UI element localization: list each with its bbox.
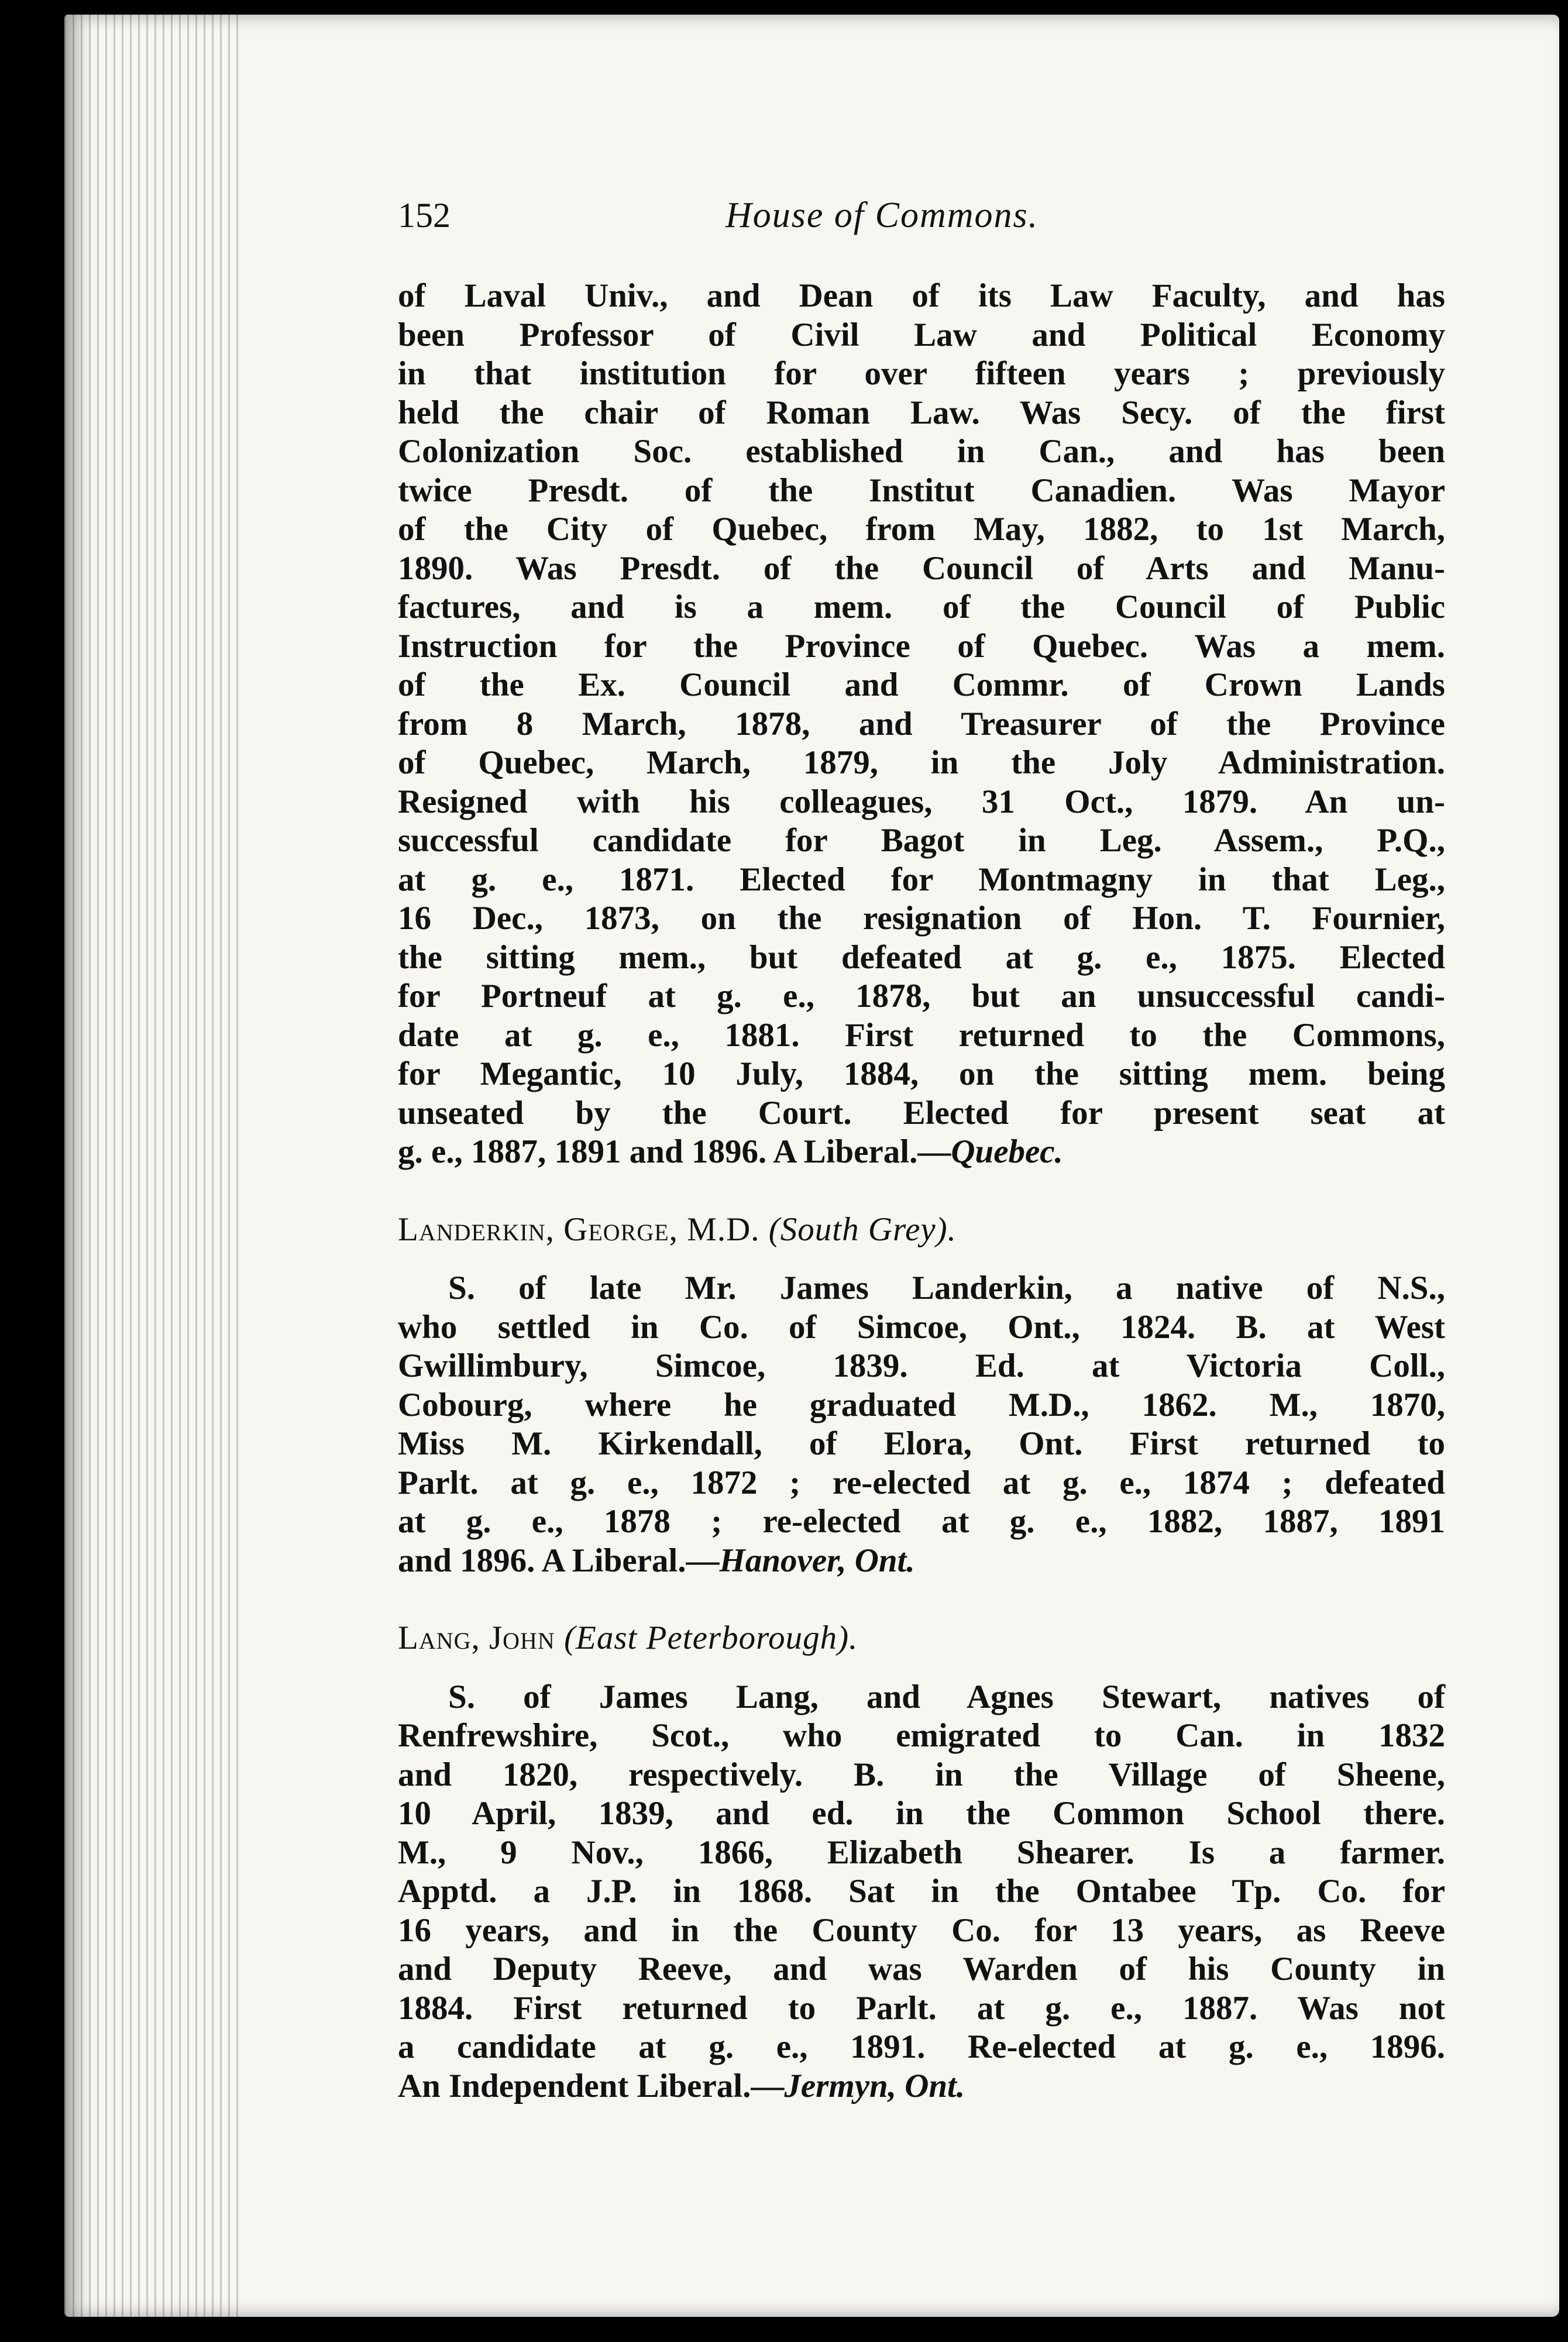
text-line: a candidate at g. e., 1891. Re-elected at g. e., 1896. bbox=[398, 2028, 1445, 2065]
text-line: at g. e., 1871. Elected for Montmagny in that Leg., bbox=[398, 861, 1445, 898]
text-line: of Laval Univ., and Dean of its Law Faculty, and has bbox=[398, 277, 1445, 314]
text-line: Miss M. Kirkendall, of Elora, Ont. First returned to bbox=[398, 1425, 1445, 1462]
text-line: of Quebec, March, 1879, in the Joly Administration. bbox=[398, 744, 1445, 781]
text-line: 16 years, and in the County Co. for 13 years, as Reeve bbox=[398, 1911, 1445, 1949]
riding: (South Grey). bbox=[768, 1210, 957, 1248]
text-line: Gwillimbury, Simcoe, 1839. Ed. at Victoria Coll., bbox=[398, 1347, 1445, 1384]
text-line: unseated by the Court. Elected for present seat at bbox=[398, 1094, 1445, 1132]
text-line: of the Ex. Council and Commr. of Crown Lands bbox=[398, 666, 1445, 703]
member-name: Landerkin, George, M.D. bbox=[398, 1210, 760, 1248]
text-line: successful candidate for Bagot in Leg. Assem., P.Q., bbox=[398, 822, 1445, 859]
text-line: the sitting mem., but defeated at g. e., 1875. Elected bbox=[398, 938, 1445, 976]
text-line: 1884. First returned to Parlt. at g. e., 1887. Was not bbox=[398, 1989, 1445, 2027]
text-line: held the chair of Roman Law. Was Secy. of the first bbox=[398, 394, 1445, 431]
riding: (East Peterborough). bbox=[564, 1619, 858, 1656]
page-text bbox=[398, 196, 1445, 2106]
text-line: factures, and is a mem. of the Council of Public bbox=[398, 589, 1445, 625]
text-line: for Portneuf at g. e., 1878, but an unsuccessful candi- bbox=[398, 978, 1445, 1014]
text-line: of the City of Quebec, from May, 1882, to 1st March, bbox=[398, 511, 1445, 548]
text-line-end: and 1896. A Liberal.— bbox=[398, 1542, 720, 1579]
text-line: in that institution for over fifteen years ; previously bbox=[398, 355, 1445, 392]
text-line-last bbox=[398, 1542, 1445, 1581]
residence: Hanover, Ont. bbox=[719, 1542, 915, 1579]
page-gutter-shadow bbox=[64, 15, 240, 2317]
entry-heading bbox=[398, 1210, 1445, 1250]
entry-paragraph bbox=[398, 1269, 1445, 1580]
text-line-end: g. e., 1887, 1891 and 1896. A Liberal.— bbox=[398, 1133, 951, 1170]
text-line: and Deputy Reeve, and was Warden of his County in bbox=[398, 1951, 1445, 1987]
text-line: for Megantic, 10 July, 1884, on the sitting mem. being bbox=[398, 1055, 1445, 1092]
entry-heading bbox=[398, 1619, 1445, 1658]
residence: Quebec. bbox=[951, 1133, 1063, 1170]
text-line: and 1820, respectively. B. in the Village of Sheene, bbox=[398, 1756, 1445, 1793]
text-line: date at g. e., 1881. First returned to the Commons, bbox=[398, 1016, 1445, 1054]
text-line: who settled in Co. of Simcoe, Ont., 1824. B. at West bbox=[398, 1308, 1445, 1346]
text-line: at g. e., 1878 ; re-elected at g. e., 1882, 1887, 1891 bbox=[398, 1503, 1445, 1540]
residence: Jermyn, Ont. bbox=[784, 2067, 965, 2104]
text-line: Renfrewshire, Scot., who emigrated to Can. in 1832 bbox=[398, 1717, 1445, 1754]
text-line: 10 April, 1839, and ed. in the Common School there. bbox=[398, 1795, 1445, 1832]
continuation-paragraph bbox=[398, 277, 1445, 1172]
text-line: M., 9 Nov., 1866, Elizabeth Shearer. Is a farmer. bbox=[398, 1834, 1445, 1871]
text-line: Instruction for the Province of Quebec. Was a mem. bbox=[398, 627, 1445, 665]
page-number: 152 bbox=[398, 196, 451, 235]
text-line: Apptd. a J.P. in 1868. Sat in the Ontabee Tp. Co. for bbox=[398, 1873, 1445, 1910]
text-line: from 8 March, 1878, and Treasurer of the Province bbox=[398, 705, 1445, 742]
text-line: 16 Dec., 1873, on the resignation of Hon. T. Fournier, bbox=[398, 900, 1445, 937]
text-line: S. of late Mr. James Landerkin, a native of N.S., bbox=[448, 1270, 1445, 1306]
text-line: twice Presdt. of the Institut Canadien. Was Mayor bbox=[398, 472, 1445, 509]
text-line: Cobourg, where he graduated M.D., 1862. M., 1870, bbox=[398, 1386, 1445, 1423]
text-line-last bbox=[398, 2067, 1445, 2106]
running-head bbox=[398, 196, 1445, 266]
entry-paragraph bbox=[398, 1678, 1445, 2106]
text-line: Parlt. at g. e., 1872 ; re-elected at g. e., 1874 ; defeated bbox=[398, 1464, 1445, 1501]
text-line: Colonization Soc. established in Can., and has been bbox=[398, 433, 1445, 470]
book-page bbox=[64, 15, 1559, 2317]
text-line: S. of James Lang, and Agnes Stewart, natives of bbox=[448, 1678, 1445, 1715]
text-line: Resigned with his colleagues, 31 Oct., 1879. An un- bbox=[398, 783, 1445, 820]
running-title: House of Commons. bbox=[725, 195, 1039, 235]
text-line-last bbox=[398, 1133, 1445, 1172]
text-line: been Professor of Civil Law and Political Economy bbox=[398, 316, 1445, 353]
member-name: Lang, John bbox=[398, 1619, 555, 1656]
text-line-end: An Independent Liberal.— bbox=[398, 2067, 785, 2104]
text-line: 1890. Was Presdt. of the Council of Arts and Manu- bbox=[398, 549, 1445, 587]
